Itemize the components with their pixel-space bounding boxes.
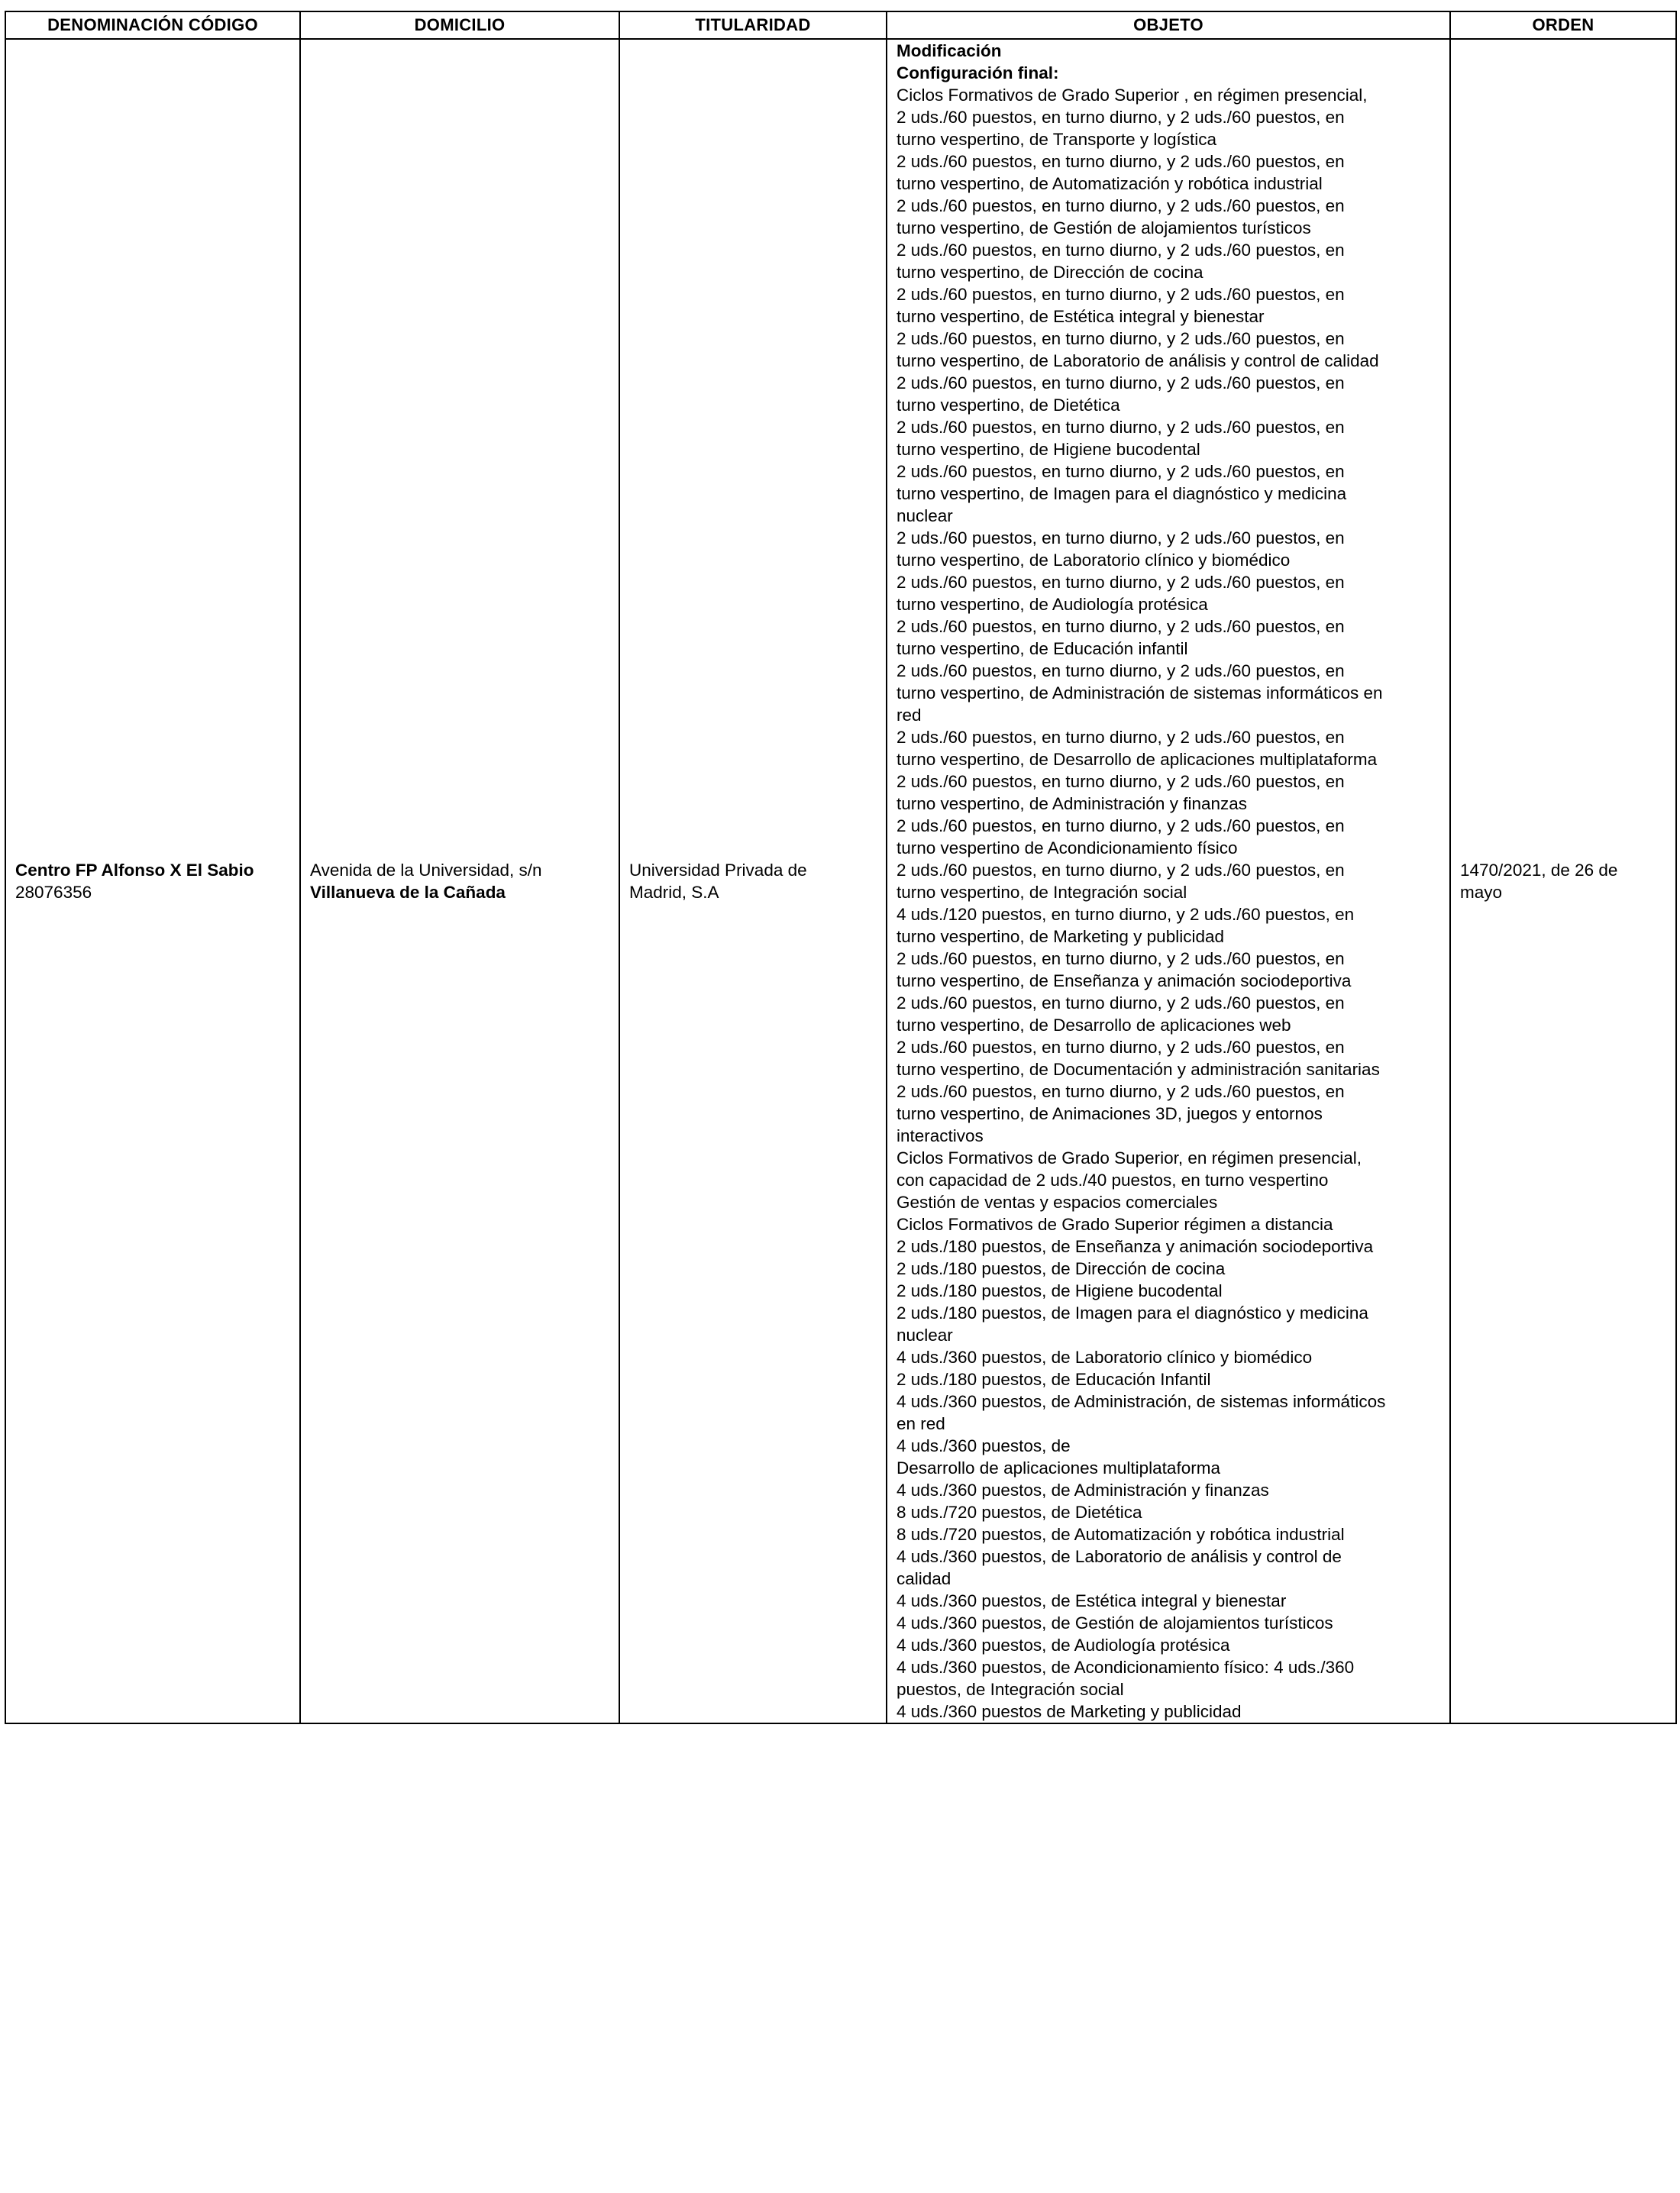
objeto-line: nuclear (897, 1326, 953, 1345)
objeto-line: 2 uds./60 puestos, en turno diurno, y 2 uds./60 puestos, en (897, 418, 1345, 437)
objeto-line: nuclear (897, 506, 953, 525)
objeto-line: 8 uds./720 puestos, de Automatización y robótica industrial (897, 1525, 1345, 1544)
objeto-line: 4 uds./360 puestos, de Administración y finanzas (897, 1481, 1269, 1500)
objeto-line: turno vespertino, de Integración social (897, 883, 1187, 902)
objeto-line: turno vespertino, de Enseñanza y animación sociodeportiva (897, 971, 1352, 990)
objeto-line: 4 uds./360 puestos, de (897, 1436, 1071, 1455)
resolution-table (5, 11, 1677, 1724)
address-locality: Villanueva de la Cañada (310, 883, 506, 902)
objeto-line: turno vespertino, de Desarrollo de aplicaciones multiplataforma (897, 750, 1378, 769)
objeto-line: turno vespertino, de Marketing y publicidad (897, 927, 1224, 946)
objeto-line: turno vespertino, de Desarrollo de aplicaciones web (897, 1016, 1291, 1035)
objeto-line: 8 uds./720 puestos, de Dietética (897, 1503, 1142, 1522)
objeto-line: 4 uds./360 puestos, de Administración, de sistemas informáticos (897, 1392, 1386, 1411)
objeto-line: 2 uds./60 puestos, en turno diurno, y 2 uds./60 puestos, en (897, 152, 1345, 171)
objeto-line: turno vespertino de Acondicionamiento físico (897, 838, 1238, 857)
objeto-line: 2 uds./60 puestos, en turno diurno, y 2 uds./60 puestos, en (897, 1038, 1345, 1057)
objeto-line: 2 uds./180 puestos, de Imagen para el diagnóstico y medicina (897, 1303, 1368, 1323)
objeto-line: 2 uds./60 puestos, en turno diurno, y 2 uds./60 puestos, en (897, 816, 1345, 835)
table-row (5, 39, 1676, 1723)
objeto-line: 2 uds./60 puestos, en turno diurno, y 2 uds./60 puestos, en (897, 772, 1345, 791)
cell-denominacion (5, 39, 300, 1723)
objeto-line: turno vespertino, de Audiología protésica (897, 595, 1208, 614)
objeto-line: 2 uds./60 puestos, en turno diurno, y 2 uds./60 puestos, en (897, 573, 1345, 592)
objeto-line: turno vespertino, de Animaciones 3D, juegos y entornos (897, 1104, 1323, 1123)
owner-line-2: Madrid, S.A (629, 883, 719, 902)
cell-titularidad (619, 39, 887, 1723)
objeto-line: 4 uds./360 puestos, de Estética integral y bienestar (897, 1591, 1287, 1610)
objeto-line: con capacidad de 2 uds./40 puestos, en turno vespertino (897, 1171, 1329, 1190)
objeto-line: interactivos (897, 1126, 984, 1145)
objeto-line: Ciclos Formativos de Grado Superior, en régimen presencial, (897, 1148, 1362, 1168)
address-street: Avenida de la Universidad, s/n (310, 861, 542, 880)
objeto-line: 2 uds./60 puestos, en turno diurno, y 2 uds./60 puestos, en (897, 949, 1345, 968)
objeto-line: 2 uds./60 puestos, en turno diurno, y 2 uds./60 puestos, en (897, 285, 1345, 304)
objeto-line: 2 uds./60 puestos, en turno diurno, y 2 uds./60 puestos, en (897, 462, 1345, 481)
header-denominacion-codigo: DENOMINACIÓN CÓDIGO (5, 11, 300, 39)
objeto-line: 2 uds./60 puestos, en turno diurno, y 2 uds./60 puestos, en (897, 329, 1345, 348)
objeto-line: turno vespertino, de Automatización y robótica industrial (897, 174, 1323, 193)
objeto-line: 2 uds./60 puestos, en turno diurno, y 2 uds./60 puestos, en (897, 861, 1345, 880)
objeto-line: Desarrollo de aplicaciones multiplataforma (897, 1458, 1220, 1478)
cell-domicilio (300, 39, 619, 1723)
objeto-title: Modificación (897, 41, 1002, 60)
objeto-line: en red (897, 1414, 945, 1433)
objeto-line: 4 uds./120 puestos, en turno diurno, y 2 uds./60 puestos, en (897, 905, 1355, 924)
header-domicilio: DOMICILIO (300, 11, 619, 39)
cell-objeto (887, 39, 1450, 1723)
objeto-line: turno vespertino, de Dirección de cocina (897, 263, 1203, 282)
objeto-line: turno vespertino, de Gestión de alojamientos turísticos (897, 218, 1311, 237)
objeto-line: 2 uds./60 puestos, en turno diurno, y 2 uds./60 puestos, en (897, 1082, 1345, 1101)
order-line-2: mayo (1460, 883, 1503, 902)
objeto-line: 4 uds./360 puestos, de Gestión de alojamientos turísticos (897, 1613, 1333, 1633)
objeto-line: puestos, de Integración social (897, 1680, 1124, 1699)
objeto-line: 2 uds./180 puestos, de Enseñanza y animación sociodeportiva (897, 1237, 1374, 1256)
objeto-line: 2 uds./60 puestos, en turno diurno, y 2 uds./60 puestos, en (897, 661, 1345, 680)
objeto-line: turno vespertino, de Dietética (897, 396, 1120, 415)
header-objeto: OBJETO (887, 11, 1450, 39)
objeto-line: turno vespertino, de Estética integral y bienestar (897, 307, 1265, 326)
objeto-line: turno vespertino, de Transporte y logística (897, 130, 1216, 149)
objeto-line: 4 uds./360 puestos, de Acondicionamiento físico: 4 uds./360 (897, 1658, 1355, 1677)
objeto-line: 2 uds./60 puestos, en turno diurno, y 2 uds./60 puestos, en (897, 528, 1345, 547)
objeto-line: turno vespertino, de Documentación y administración sanitarias (897, 1060, 1380, 1079)
objeto-line: red (897, 706, 922, 725)
objeto-line: turno vespertino, de Laboratorio clínico y biomédico (897, 551, 1291, 570)
objeto-line: 2 uds./180 puestos, de Dirección de cocina (897, 1259, 1226, 1278)
objeto-line: calidad (897, 1569, 951, 1588)
objeto-line: 2 uds./60 puestos, en turno diurno, y 2 uds./60 puestos, en (897, 196, 1345, 215)
objeto-line: turno vespertino, de Administración y finanzas (897, 794, 1247, 813)
objeto-line: 2 uds./60 puestos, en turno diurno, y 2 uds./60 puestos, en (897, 617, 1345, 636)
objeto-line: 2 uds./60 puestos, en turno diurno, y 2 uds./60 puestos, en (897, 241, 1345, 260)
objeto-line: 2 uds./60 puestos, en turno diurno, y 2 uds./60 puestos, en (897, 373, 1345, 392)
cell-orden (1450, 39, 1676, 1723)
objeto-line: 4 uds./360 puestos de Marketing y publicidad (897, 1702, 1242, 1721)
objeto-line: 2 uds./60 puestos, en turno diurno, y 2 uds./60 puestos, en (897, 108, 1345, 127)
objeto-line: turno vespertino, de Higiene bucodental (897, 440, 1200, 459)
objeto-line: Gestión de ventas y espacios comerciales (897, 1193, 1218, 1212)
center-code: 28076356 (15, 883, 92, 902)
objeto-line: Ciclos Formativos de Grado Superior régimen a distancia (897, 1215, 1333, 1234)
objeto-line: 4 uds./360 puestos, de Audiología protésica (897, 1636, 1230, 1655)
objeto-subtitle: Configuración final: (897, 63, 1059, 82)
objeto-line: turno vespertino, de Educación infantil (897, 639, 1188, 658)
header-row (5, 11, 1676, 39)
objeto-lines (897, 84, 1440, 1723)
objeto-line: 4 uds./360 puestos, de Laboratorio clínico y biomédico (897, 1348, 1313, 1367)
objeto-line: turno vespertino, de Imagen para el diagnóstico y medicina (897, 484, 1347, 503)
center-name: Centro FP Alfonso X El Sabio (15, 861, 254, 880)
objeto-line: turno vespertino, de Laboratorio de análisis y control de calidad (897, 351, 1379, 370)
objeto-line: 4 uds./360 puestos, de Laboratorio de análisis y control de (897, 1547, 1342, 1566)
objeto-line: turno vespertino, de Administración de sistemas informáticos en (897, 683, 1383, 702)
objeto-line: 2 uds./60 puestos, en turno diurno, y 2 uds./60 puestos, en (897, 728, 1345, 747)
owner-line-1: Universidad Privada de (629, 861, 807, 880)
header-titularidad: TITULARIDAD (619, 11, 887, 39)
objeto-line: 2 uds./180 puestos, de Educación Infantil (897, 1370, 1211, 1389)
header-orden: ORDEN (1450, 11, 1676, 39)
objeto-line: 2 uds./60 puestos, en turno diurno, y 2 uds./60 puestos, en (897, 993, 1345, 1013)
order-line-1: 1470/2021, de 26 de (1460, 861, 1618, 880)
objeto-line: Ciclos Formativos de Grado Superior , en régimen presencial, (897, 86, 1368, 105)
objeto-line: 2 uds./180 puestos, de Higiene bucodental (897, 1281, 1223, 1300)
